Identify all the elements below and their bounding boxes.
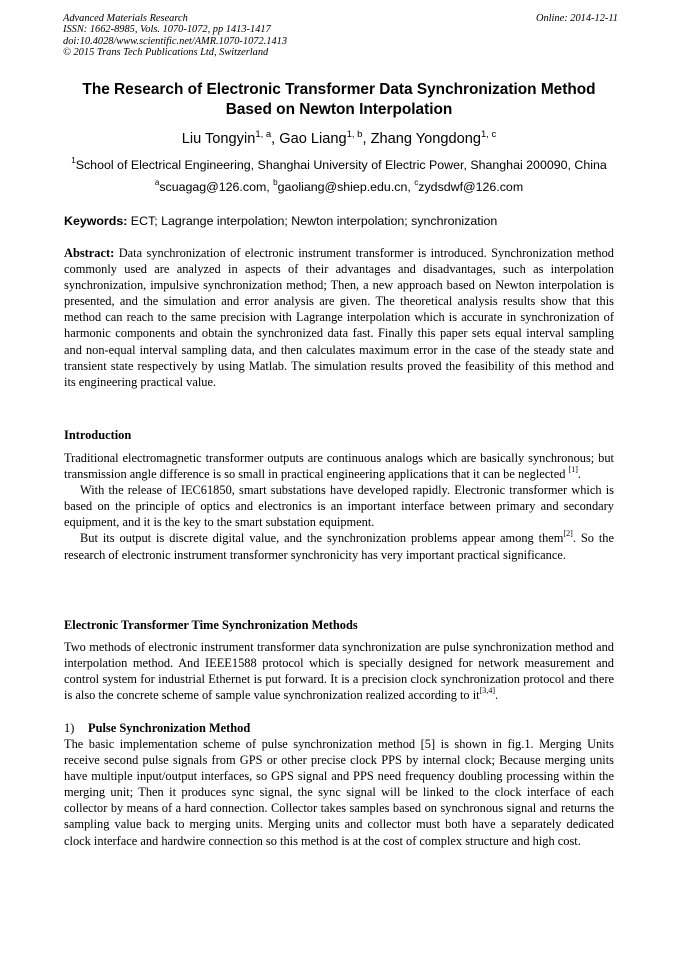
intro-p3-tail: . So the research of electronic instrument transformer synchronicity has very important practical significance. [64,531,614,562]
citation[interactable]: [3,4] [479,686,496,696]
intro-paragraph-3 [64,530,614,562]
section2-paragraph-1 [64,639,614,703]
author-sup: 1, b [346,129,363,140]
online-date: Online: 2014-12-11 [535,13,618,24]
keywords [64,213,497,229]
abstract [64,245,614,390]
author-name: Zhang Yongdong [370,131,481,147]
paper-title [40,80,638,120]
citation[interactable]: [2] [563,529,573,539]
introduction-heading: Introduction [64,428,132,442]
email-sup: b [273,178,278,187]
email-link[interactable]: gaoliang@shiep.edu.cn [277,180,408,194]
intro-p3-text: But its output is discrete digital value, and the synchronization problems appear among them [80,531,564,546]
title-line-1: The Research of Electronic Transformer Data Synchronization Method [82,81,596,98]
author-name: Gao Liang [279,131,347,147]
author-sup: 1, c [480,129,497,140]
affiliation-sup: 1 [71,156,76,165]
subsection-title: Pulse Synchronization Method [88,721,251,735]
subsection-number: 1) [64,721,75,735]
intro-p1-text: Traditional electromagnetic transformer outputs are continuous analogs which are basically synchronous; but transmission angle difference is so small in practical engineering applications that it can be neglected [64,451,614,482]
author-sep: , [362,131,371,147]
sec2-p1-tail: . [495,688,499,703]
email-link[interactable]: scuagag@126.com [159,180,267,194]
issn-line: ISSN: 1662-8985, Vols. 1070-1072, pp 1413-1417 [63,24,271,36]
doi-line[interactable]: doi:10.4028/www.scientific.net/AMR.1070-1072.1413 [63,35,288,47]
author-sup: 1, a [255,129,272,140]
citation[interactable]: [1] [568,465,578,475]
introduction-body [64,450,614,563]
abstract-label: Abstract: [64,246,115,260]
author-name: Liu Tongyin [181,131,256,147]
journal-name: Advanced Materials Research [63,13,188,24]
intro-paragraph-2: With the release of IEC61850, smart substations have developed rapidly. Electronic transformer which is based on the principle of optics and electronics is an important interface between primary and secondary equipment, and it is the key to the smart substation equipment. [64,483,614,530]
email-sep: , [266,180,274,194]
title-line-2: Based on Newton Interpolation [225,101,453,118]
abstract-text: Data synchronization of electronic instrument transformer is introduced. Synchronization method commonly used are analyzed in aspects of their advantages and disadvantages, such as interpolation synchronization, impulsive synchronization method; Then, a new approach based on Newton interpolation is presented, and the simulation and error analysis are given. The theoretical analysis results show that this method can reach to the same precision with Lagrange interpolation which is accurate in synchronization of harmonic components and obtain the synchronized data fast. Finally this paper sets equal interval sampling and non-equal interval sampling data, and then calculates maximum error in the case of the steady state and transient state respectively by using Matlab. The simulation results proved the feasibility of this method and its engineering practical value. [64,246,614,389]
journal-header [63,13,618,58]
sec2-p2-text: The basic implementation scheme of pulse synchronization method [5] is shown in fig.1. Merging Units receive second pulse signals from GPS or other precise clock PPS by internal clock; Because merging units have multiple input/output interfaces, so GPS signal and PPS need frequency doubling processing within the merging unit; Then it produces sync signal, the sync signal will be linked to the clock interface of each collector by means of a hard connection. Collector takes samples based on synchronous signal and returns the sampling value back to merging units. Merging units and collector must both have a separately dedicated clock interface and hardwire connection so this method is at the cost of complex structure and high cost. [64,737,614,848]
keywords-text: ECT; Lagrange interpolation; Newton interpolation; synchronization [127,214,498,228]
affiliation-text: School of Electrical Engineering, Shanghai University of Electric Power, Shanghai 200090, China [75,158,607,172]
sec2-p1-text: Two methods of electronic instrument transformer data synchronization are pulse synchronization method and interpolation method. And IEEE1588 protocol which is specially designed for network measurement and control system for industrial Ethernet is put forward. It is a precision clock synchronization protocol and there is also the concrete scheme of sample value synchronization realized according to it [64,640,614,703]
email-sup: a [154,178,160,187]
section-heading-sync-methods: Electronic Transformer Time Synchronization Methods [64,618,358,632]
author-sep: , [271,131,280,147]
email-sep: , [407,180,415,194]
email-list [0,179,678,195]
copyright-line: © 2015 Trans Tech Publications Ltd, Switzerland [63,46,269,58]
email-link[interactable]: zydsdwf@126.com [418,180,524,194]
intro-paragraph-1 [64,450,614,482]
subsection-heading-pulse [64,720,250,736]
keywords-label: Keywords: [64,214,128,228]
intro-p1-tail: . [577,467,582,482]
email-sup: c [414,178,419,187]
affiliation [0,157,678,173]
author-list [0,130,678,148]
section2-paragraph-2 [64,736,614,849]
